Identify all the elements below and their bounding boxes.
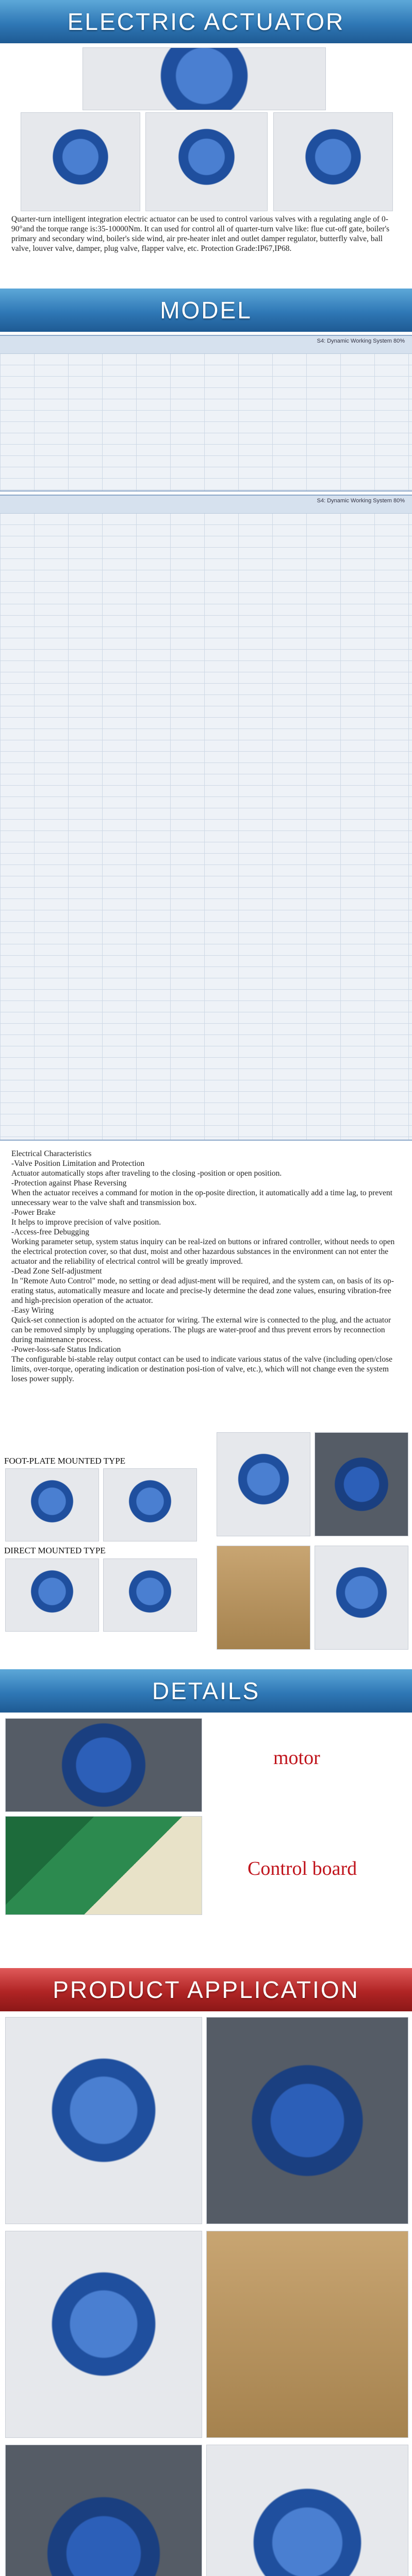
spec-table-2 — [0, 495, 412, 1141]
spec-table-1 — [0, 335, 412, 492]
actuator-photo-right — [273, 112, 393, 211]
feature-line: -Valve Position Limitation and Protection — [11, 1159, 145, 1168]
installed-photo-3 — [217, 1546, 310, 1650]
application-photo-5 — [5, 2445, 202, 2576]
direct-photo-2 — [103, 1558, 197, 1632]
feature-line: -Power-loss-safe Status Indication — [11, 1345, 121, 1354]
actuator-photo-left — [21, 112, 140, 211]
footplate-photo-1 — [5, 1468, 99, 1541]
spec-table-2-caption: S4: Dynamic Working System 80% — [317, 498, 405, 504]
model-banner: MODEL — [0, 289, 412, 332]
spec-table-1-grid — [0, 353, 412, 490]
installed-photo-4 — [315, 1546, 408, 1650]
footplate-mounted-label: FOOT-PLATE MOUNTED TYPE — [4, 1456, 126, 1466]
installed-photo-1 — [217, 1432, 310, 1536]
product-title-banner: ELECTRIC ACTUATOR — [0, 0, 412, 43]
feature-line: Working parameter setup, system status inquiry can be real-ized on buttons or infrared controller, without needs to open the electrical protection cover, so that dust, moist and other hazardous substances in the environment can not enter the actuator and the reliability of electrical control will be greatly improved. — [11, 1238, 395, 1266]
feature-line: It helps to improve precision of valve position. — [11, 1218, 161, 1227]
spec-table-2-grid — [0, 513, 412, 1140]
footplate-photo-2 — [103, 1468, 197, 1541]
feature-line: -Protection against Phase Reversing — [11, 1179, 127, 1188]
application-photo-6 — [206, 2445, 408, 2576]
motor-label: motor — [273, 1747, 320, 1769]
feature-line: Quick-set connection is adopted on the actuator for wiring. The external wire is connected to the plug, and the actuator can be removed simply by unplugging operations. The plugs are water-proof and thus prevent errors by reconnection during maintenance process. — [11, 1316, 391, 1344]
application-photo-2 — [206, 2017, 408, 2224]
feature-line: -Power Brake — [11, 1208, 56, 1217]
product-intro-text: Quarter-turn intelligent integration electric actuator can be used to control various valves with a regulating angle of 0-90°and the torque range is:35-10000Nm. It can used for control all of quarter-turn valve like: flue cut-off gate, boiler's primary and secondary wind, boiler's side wind, air pre-heater inlet and outlet damper regulator, butterfly valve, ball valve, louver valve, damper, plug valve, flapper valve, etc. Protection Grade:IP67,IP68. — [11, 215, 390, 253]
spec-table-1-header — [0, 336, 412, 354]
feature-line: Electrical Characteristics — [11, 1149, 92, 1158]
spec-table-1-caption: S4: Dynamic Working System 80% — [317, 338, 405, 344]
feature-line: -Dead Zone Self-adjustment — [11, 1267, 102, 1276]
feature-line: The configurable bi-stable relay output contact can be used to indicate various status of the valve (including open/close limits, over-torque, operating indication or destination posi-tion of valve, etc.), which will not change even the system loses power supply. — [11, 1355, 393, 1383]
detail-board-photo — [5, 1816, 202, 1915]
application-banner: PRODUCT APPLICATION — [0, 1968, 412, 2011]
details-banner: DETAILS — [0, 1669, 412, 1713]
application-photo-1 — [5, 2017, 202, 2224]
control-board-label: Control board — [248, 1858, 357, 1879]
feature-line: -Access-free Debugging — [11, 1228, 90, 1236]
features-list — [11, 1149, 401, 1384]
feature-line: Actuator automatically stops after traveling to the closing -position or open position. — [11, 1169, 282, 1178]
hero-actuator-photo — [83, 47, 326, 110]
feature-line: In "Remote Auto Control" mode, no setting or dead adjust-ment will be required, and the system can, on basis of its op-erating status, automatically measure and locate and precise-ly determine the dead zone values, ensuring vibration-free and high-precision operation of the actuator. — [11, 1277, 394, 1305]
application-photo-3 — [5, 2231, 202, 2438]
spec-table-2-header — [0, 496, 412, 514]
detail-motor-photo — [5, 1718, 202, 1812]
installed-photo-2 — [315, 1432, 408, 1536]
feature-line: -Easy Wiring — [11, 1306, 54, 1315]
actuator-photo-center — [145, 112, 268, 211]
application-photo-4 — [206, 2231, 408, 2438]
feature-line: When the actuator receives a command for motion in the op-posite direction, it automatically add a time lag, to prevent unnecessary wear to the valve shaft and transmission box. — [11, 1189, 393, 1207]
direct-photo-1 — [5, 1558, 99, 1632]
direct-mounted-label: DIRECT MOUNTED TYPE — [4, 1546, 106, 1555]
